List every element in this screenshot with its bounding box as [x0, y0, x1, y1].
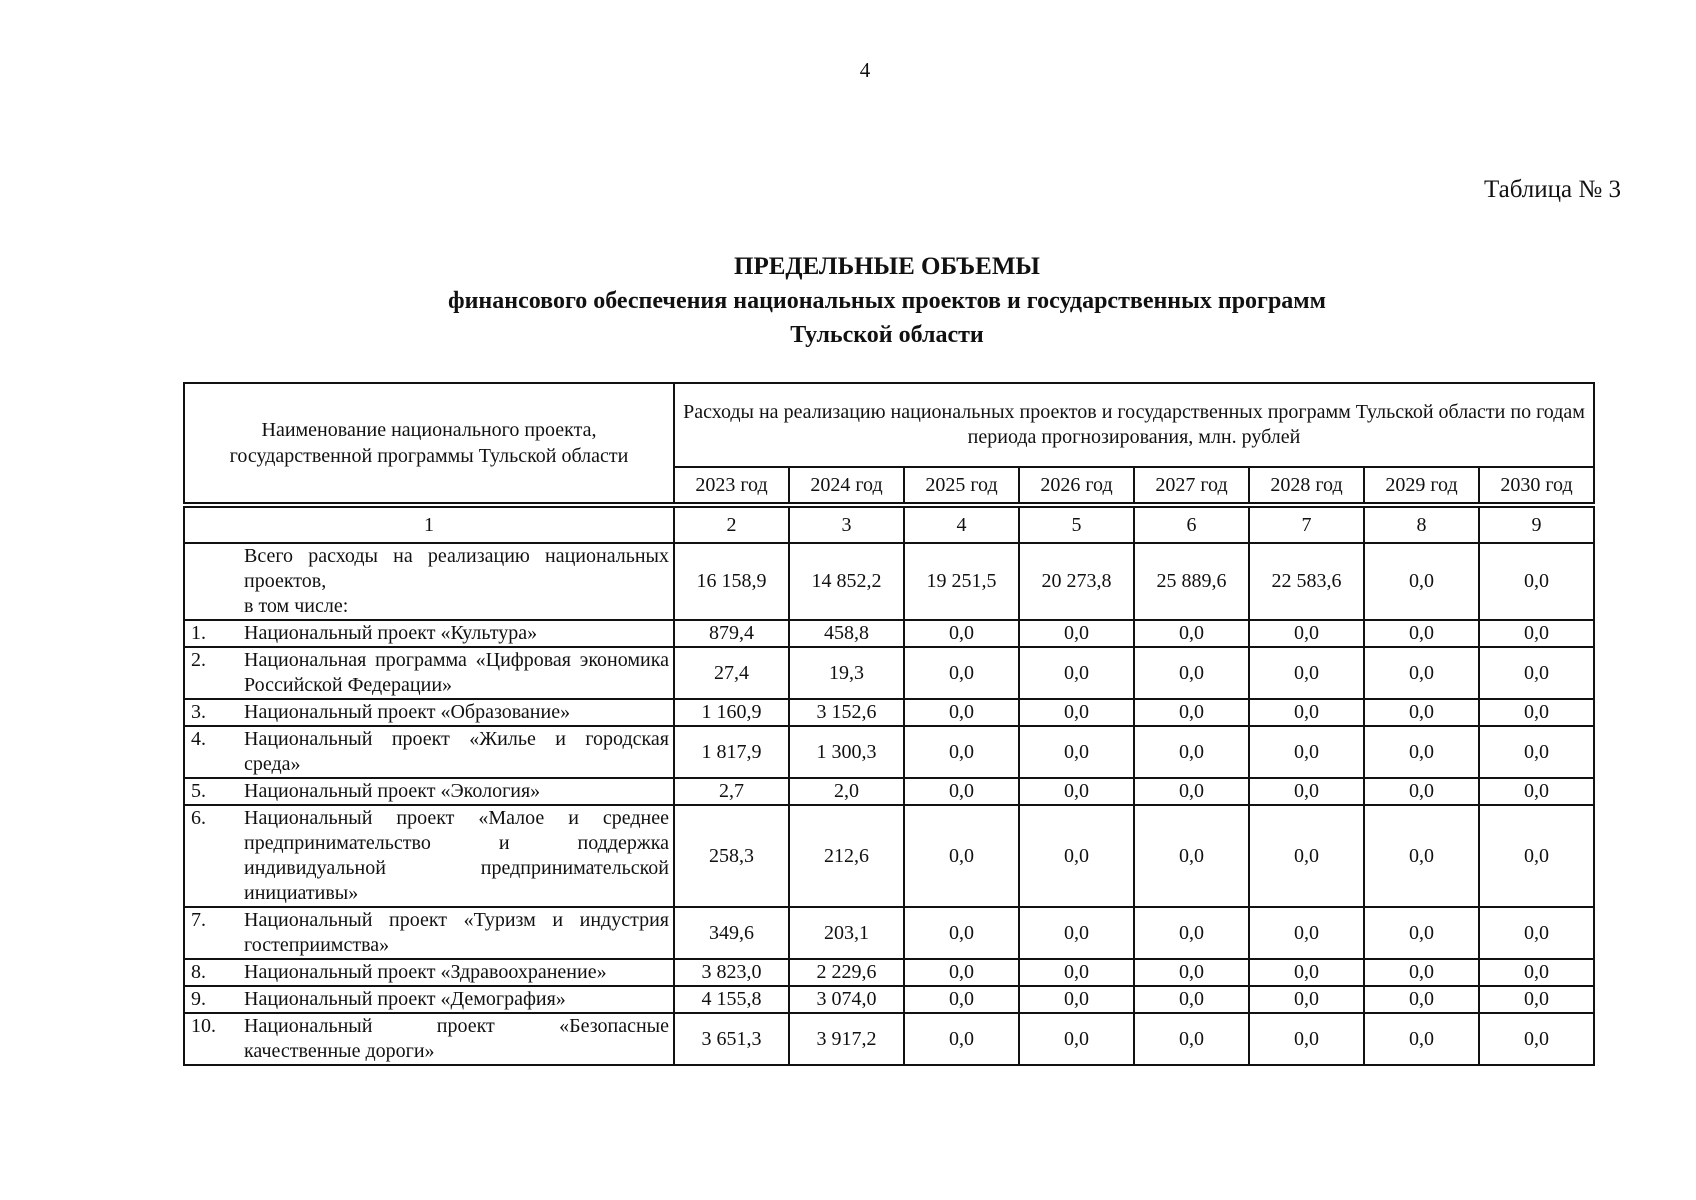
value-cell: 2 229,6	[789, 959, 904, 986]
total-value-8: 0,0	[1479, 543, 1594, 620]
value-cell: 0,0	[1134, 1013, 1249, 1065]
value-cell: 27,4	[674, 647, 789, 699]
value-cell: 0,0	[1364, 647, 1479, 699]
value-cell: 1 817,9	[674, 726, 789, 778]
value-cell: 0,0	[1479, 620, 1594, 647]
column-number-3: 3	[789, 507, 904, 543]
total-name-cell	[184, 543, 674, 620]
value-cell: 0,0	[904, 959, 1019, 986]
value-cell: 0,0	[1364, 907, 1479, 959]
value-cell: 0,0	[1364, 1013, 1479, 1065]
column-number-7: 7	[1249, 507, 1364, 543]
value-cell: 3 917,2	[789, 1013, 904, 1065]
value-cell: 0,0	[904, 726, 1019, 778]
project-row	[184, 699, 1594, 726]
total-value-4: 20 273,8	[1019, 543, 1134, 620]
total-value-3: 19 251,5	[904, 543, 1019, 620]
value-cell: 0,0	[1364, 986, 1479, 1013]
project-row	[184, 986, 1594, 1013]
value-cell: 0,0	[1249, 726, 1364, 778]
value-cell: 3 823,0	[674, 959, 789, 986]
value-cell: 0,0	[1249, 699, 1364, 726]
row-number: 6.	[191, 807, 206, 829]
total-value-1: 16 158,9	[674, 543, 789, 620]
project-name: Национальная программа «Цифровая экономика Российской Федерации»	[244, 649, 669, 696]
value-cell: 0,0	[904, 699, 1019, 726]
value-cell: 0,0	[1249, 986, 1364, 1013]
column-number-4: 4	[904, 507, 1019, 543]
project-name: Национальный проект «Здравоохранение»	[244, 961, 607, 983]
value-cell: 0,0	[1019, 907, 1134, 959]
value-cell: 3 651,3	[674, 1013, 789, 1065]
project-name: Национальный проект «Жилье и городская среда»	[244, 728, 669, 775]
value-cell: 0,0	[1249, 620, 1364, 647]
row-number: 10.	[191, 1015, 216, 1037]
year-header-5: 2027 год	[1134, 467, 1249, 503]
project-name-cell	[184, 907, 674, 959]
total-value-7: 0,0	[1364, 543, 1479, 620]
project-name-cell	[184, 726, 674, 778]
value-cell: 0,0	[904, 907, 1019, 959]
value-cell: 458,8	[789, 620, 904, 647]
year-header-7: 2029 год	[1364, 467, 1479, 503]
value-cell: 0,0	[1019, 959, 1134, 986]
value-cell: 0,0	[904, 1013, 1019, 1065]
value-cell: 0,0	[1019, 699, 1134, 726]
document-title	[0, 250, 1696, 352]
value-cell: 0,0	[1134, 620, 1249, 647]
value-cell: 0,0	[1479, 699, 1594, 726]
project-name: Национальный проект «Экология»	[244, 780, 541, 802]
value-cell: 0,0	[904, 986, 1019, 1013]
value-cell: 0,0	[1249, 1013, 1364, 1065]
row-number: 4.	[191, 728, 206, 750]
value-cell: 2,0	[789, 778, 904, 805]
value-cell: 0,0	[1134, 778, 1249, 805]
project-name-cell	[184, 778, 674, 805]
project-name-cell	[184, 986, 674, 1013]
row-number: 8.	[191, 961, 206, 983]
value-cell: 0,0	[1479, 986, 1594, 1013]
value-cell: 1 300,3	[789, 726, 904, 778]
page-number: 4	[859, 58, 871, 82]
value-cell: 1 160,9	[674, 699, 789, 726]
row-number: 9.	[191, 988, 206, 1010]
value-cell: 0,0	[1019, 726, 1134, 778]
value-cell: 0,0	[1364, 620, 1479, 647]
row-number: 5.	[191, 780, 206, 802]
project-row	[184, 647, 1594, 699]
project-name-cell	[184, 620, 674, 647]
value-cell: 0,0	[1134, 805, 1249, 907]
value-cell: 0,0	[1364, 805, 1479, 907]
row-number: 7.	[191, 909, 206, 931]
value-cell: 0,0	[1134, 907, 1249, 959]
project-name: Национальный проект «Образование»	[244, 701, 571, 723]
total-value-5: 25 889,6	[1134, 543, 1249, 620]
project-name: Национальный проект «Туризм и индустрия гостеприимства»	[244, 909, 669, 956]
value-cell: 0,0	[1134, 647, 1249, 699]
value-cell: 0,0	[1134, 986, 1249, 1013]
column-number-6: 6	[1134, 507, 1249, 543]
value-cell: 4 155,8	[674, 986, 789, 1013]
value-cell: 0,0	[1479, 805, 1594, 907]
project-name-cell	[184, 647, 674, 699]
project-name-cell	[184, 1013, 674, 1065]
project-row	[184, 907, 1594, 959]
total-value-2: 14 852,2	[789, 543, 904, 620]
value-cell: 0,0	[1479, 726, 1594, 778]
total-name: Всего расходы на реализацию национальных проектов,	[244, 545, 669, 592]
total-row	[184, 543, 1594, 620]
project-row	[184, 1013, 1594, 1065]
project-row	[184, 620, 1594, 647]
value-cell: 0,0	[1479, 778, 1594, 805]
budget-table	[183, 382, 1595, 1066]
value-cell: 0,0	[1364, 726, 1479, 778]
value-cell: 0,0	[1249, 778, 1364, 805]
value-cell: 0,0	[1019, 620, 1134, 647]
value-cell: 0,0	[904, 647, 1019, 699]
title-line-1: ПРЕДЕЛЬНЫЕ ОБЪЕМЫ	[734, 253, 1040, 280]
year-header-4: 2026 год	[1019, 467, 1134, 503]
value-cell: 3 152,6	[789, 699, 904, 726]
value-cell: 2,7	[674, 778, 789, 805]
project-name: Национальный проект «Безопасные качественные дороги»	[244, 1015, 669, 1062]
project-name-header: Наименование национального проекта, государственной программы Тульской области	[184, 383, 674, 503]
value-cell: 0,0	[1479, 1013, 1594, 1065]
year-header-3: 2025 год	[904, 467, 1019, 503]
row-number: 3.	[191, 701, 206, 723]
value-cell: 0,0	[904, 805, 1019, 907]
project-name: Национальный проект «Малое и среднее предпринимательство и поддержка индивидуальной предпринимательской инициативы»	[244, 807, 669, 904]
row-number: 2.	[191, 649, 206, 671]
project-name-cell	[184, 805, 674, 907]
value-cell: 0,0	[1019, 1013, 1134, 1065]
value-cell: 0,0	[1249, 805, 1364, 907]
value-cell: 0,0	[1019, 805, 1134, 907]
value-cell: 203,1	[789, 907, 904, 959]
table-label: Таблица № 3	[1483, 176, 1621, 203]
value-cell: 879,4	[674, 620, 789, 647]
value-cell: 0,0	[1019, 647, 1134, 699]
column-number-row	[184, 507, 1594, 543]
project-name-cell	[184, 959, 674, 986]
value-cell: 0,0	[1479, 959, 1594, 986]
value-cell: 0,0	[1134, 699, 1249, 726]
row-number: 1.	[191, 622, 206, 644]
total-name-tail: в том числе:	[244, 595, 349, 617]
value-cell: 0,0	[904, 620, 1019, 647]
title-line-3: Тульской области	[790, 322, 984, 348]
value-cell: 0,0	[1364, 778, 1479, 805]
project-row	[184, 805, 1594, 907]
value-cell: 0,0	[1019, 778, 1134, 805]
expenses-group-header: Расходы на реализацию национальных проектов и государственных программ Тульской области по годам периода прогнозирования, млн. рублей	[674, 383, 1594, 467]
column-number-9: 9	[1479, 507, 1594, 543]
value-cell: 0,0	[1479, 907, 1594, 959]
value-cell: 0,0	[1249, 647, 1364, 699]
project-row	[184, 726, 1594, 778]
column-number-2: 2	[674, 507, 789, 543]
column-number-1: 1	[184, 507, 674, 543]
project-row	[184, 959, 1594, 986]
year-header-8: 2030 год	[1479, 467, 1594, 503]
value-cell: 0,0	[1019, 986, 1134, 1013]
project-row	[184, 778, 1594, 805]
value-cell: 19,3	[789, 647, 904, 699]
value-cell: 0,0	[1134, 959, 1249, 986]
value-cell: 349,6	[674, 907, 789, 959]
value-cell: 3 074,0	[789, 986, 904, 1013]
column-number-5: 5	[1019, 507, 1134, 543]
total-value-6: 22 583,6	[1249, 543, 1364, 620]
project-name: Национальный проект «Демография»	[244, 988, 566, 1010]
title-line-2: финансового обеспечения национальных проектов и государственных программ	[448, 288, 1326, 314]
year-header-6: 2028 год	[1249, 467, 1364, 503]
year-header-1: 2023 год	[674, 467, 789, 503]
value-cell: 258,3	[674, 805, 789, 907]
project-name-cell	[184, 699, 674, 726]
value-cell: 0,0	[1479, 647, 1594, 699]
value-cell: 0,0	[1134, 726, 1249, 778]
year-header-2: 2024 год	[789, 467, 904, 503]
column-number-8: 8	[1364, 507, 1479, 543]
value-cell: 0,0	[1249, 907, 1364, 959]
value-cell: 0,0	[1249, 959, 1364, 986]
value-cell: 0,0	[1364, 959, 1479, 986]
project-name: Национальный проект «Культура»	[244, 622, 538, 644]
value-cell: 0,0	[1364, 699, 1479, 726]
value-cell: 212,6	[789, 805, 904, 907]
value-cell: 0,0	[904, 778, 1019, 805]
